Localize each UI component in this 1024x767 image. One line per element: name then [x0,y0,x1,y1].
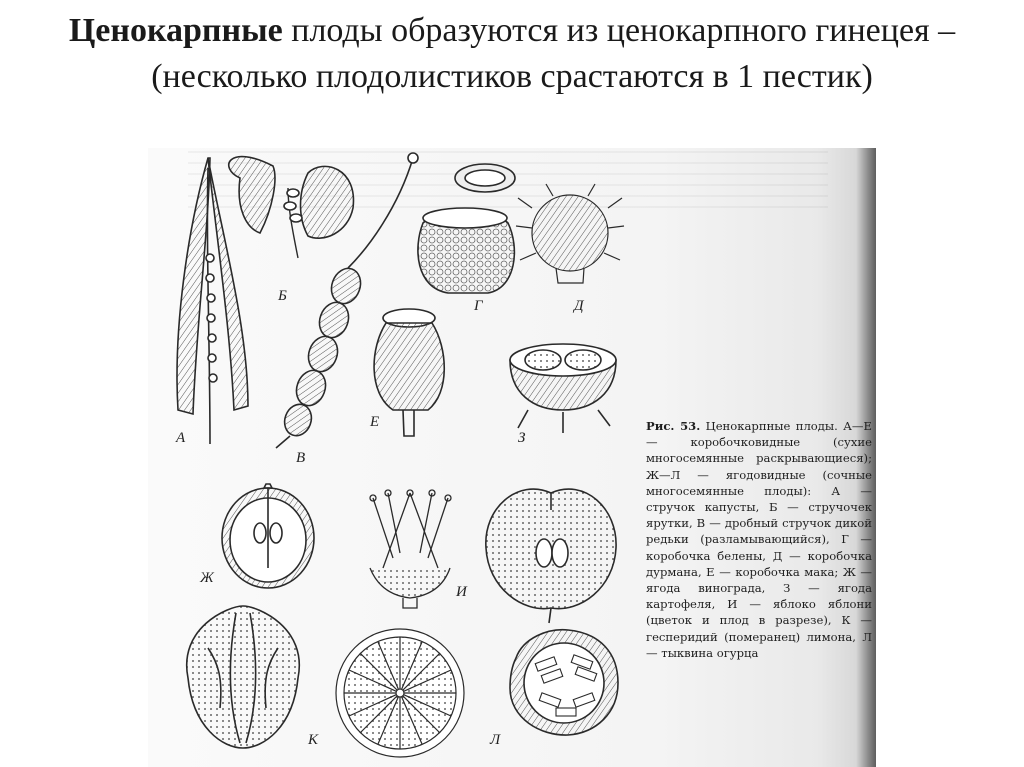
label-g: Г [474,298,483,314]
grape-berry-drawing [222,484,314,588]
label-a: А [176,430,186,446]
apple-flower-section-drawing [370,490,451,608]
caption-head: Рис. 53. [646,419,701,433]
slide-title [0,8,1024,100]
henbane-capsule-drawing [418,164,515,293]
label-zh: Ж [200,570,214,586]
label-z: З [518,430,526,446]
orange-section-drawing [336,629,464,757]
label-d: Д [574,298,584,314]
thornapple-capsule-drawing [516,184,624,283]
lemon-section-drawing [187,606,300,748]
figure-scan [148,148,876,767]
apple-fruit-section-drawing [486,489,616,623]
label-i: И [456,584,467,600]
pennycress-drawing [229,157,354,258]
cucumber-section-drawing [510,630,618,735]
label-v: В [296,450,306,466]
poppy-capsule-drawing [374,309,444,436]
label-k: К [308,732,318,748]
caption-body: Ценокарпные плоды. А—Е — коробочковидные (сухие многосемянные раскрывающиеся); Ж—Л — ягодовидные (сочные многосемянные плоды): А — стручок капусты, Б — стручочек ярутки, В — дробный стручок дикой редьки (разламывающийся), Г — коробочка белены, Д — коробочка дурмана, Е — коробочка мака; Ж — ягода винограда, З — ягода картофеля, И — яблоко яблони (цветок и плод в разрезе), К — гесперидий (померанец) лимона, Л — тыквина огурца [646,419,872,660]
silique-drawing [177,158,248,444]
potato-berry-drawing [510,344,616,433]
title-bold-term: Ценокарпные [68,12,283,49]
label-l: Л [490,732,501,748]
label-e: Е [370,414,380,430]
title-text: плоды образуются из ценокарпного гинецея – (несколько плодолистиков срастаются в 1 пестик) [151,12,956,95]
figure-caption [646,418,872,661]
label-b: Б [278,288,287,304]
